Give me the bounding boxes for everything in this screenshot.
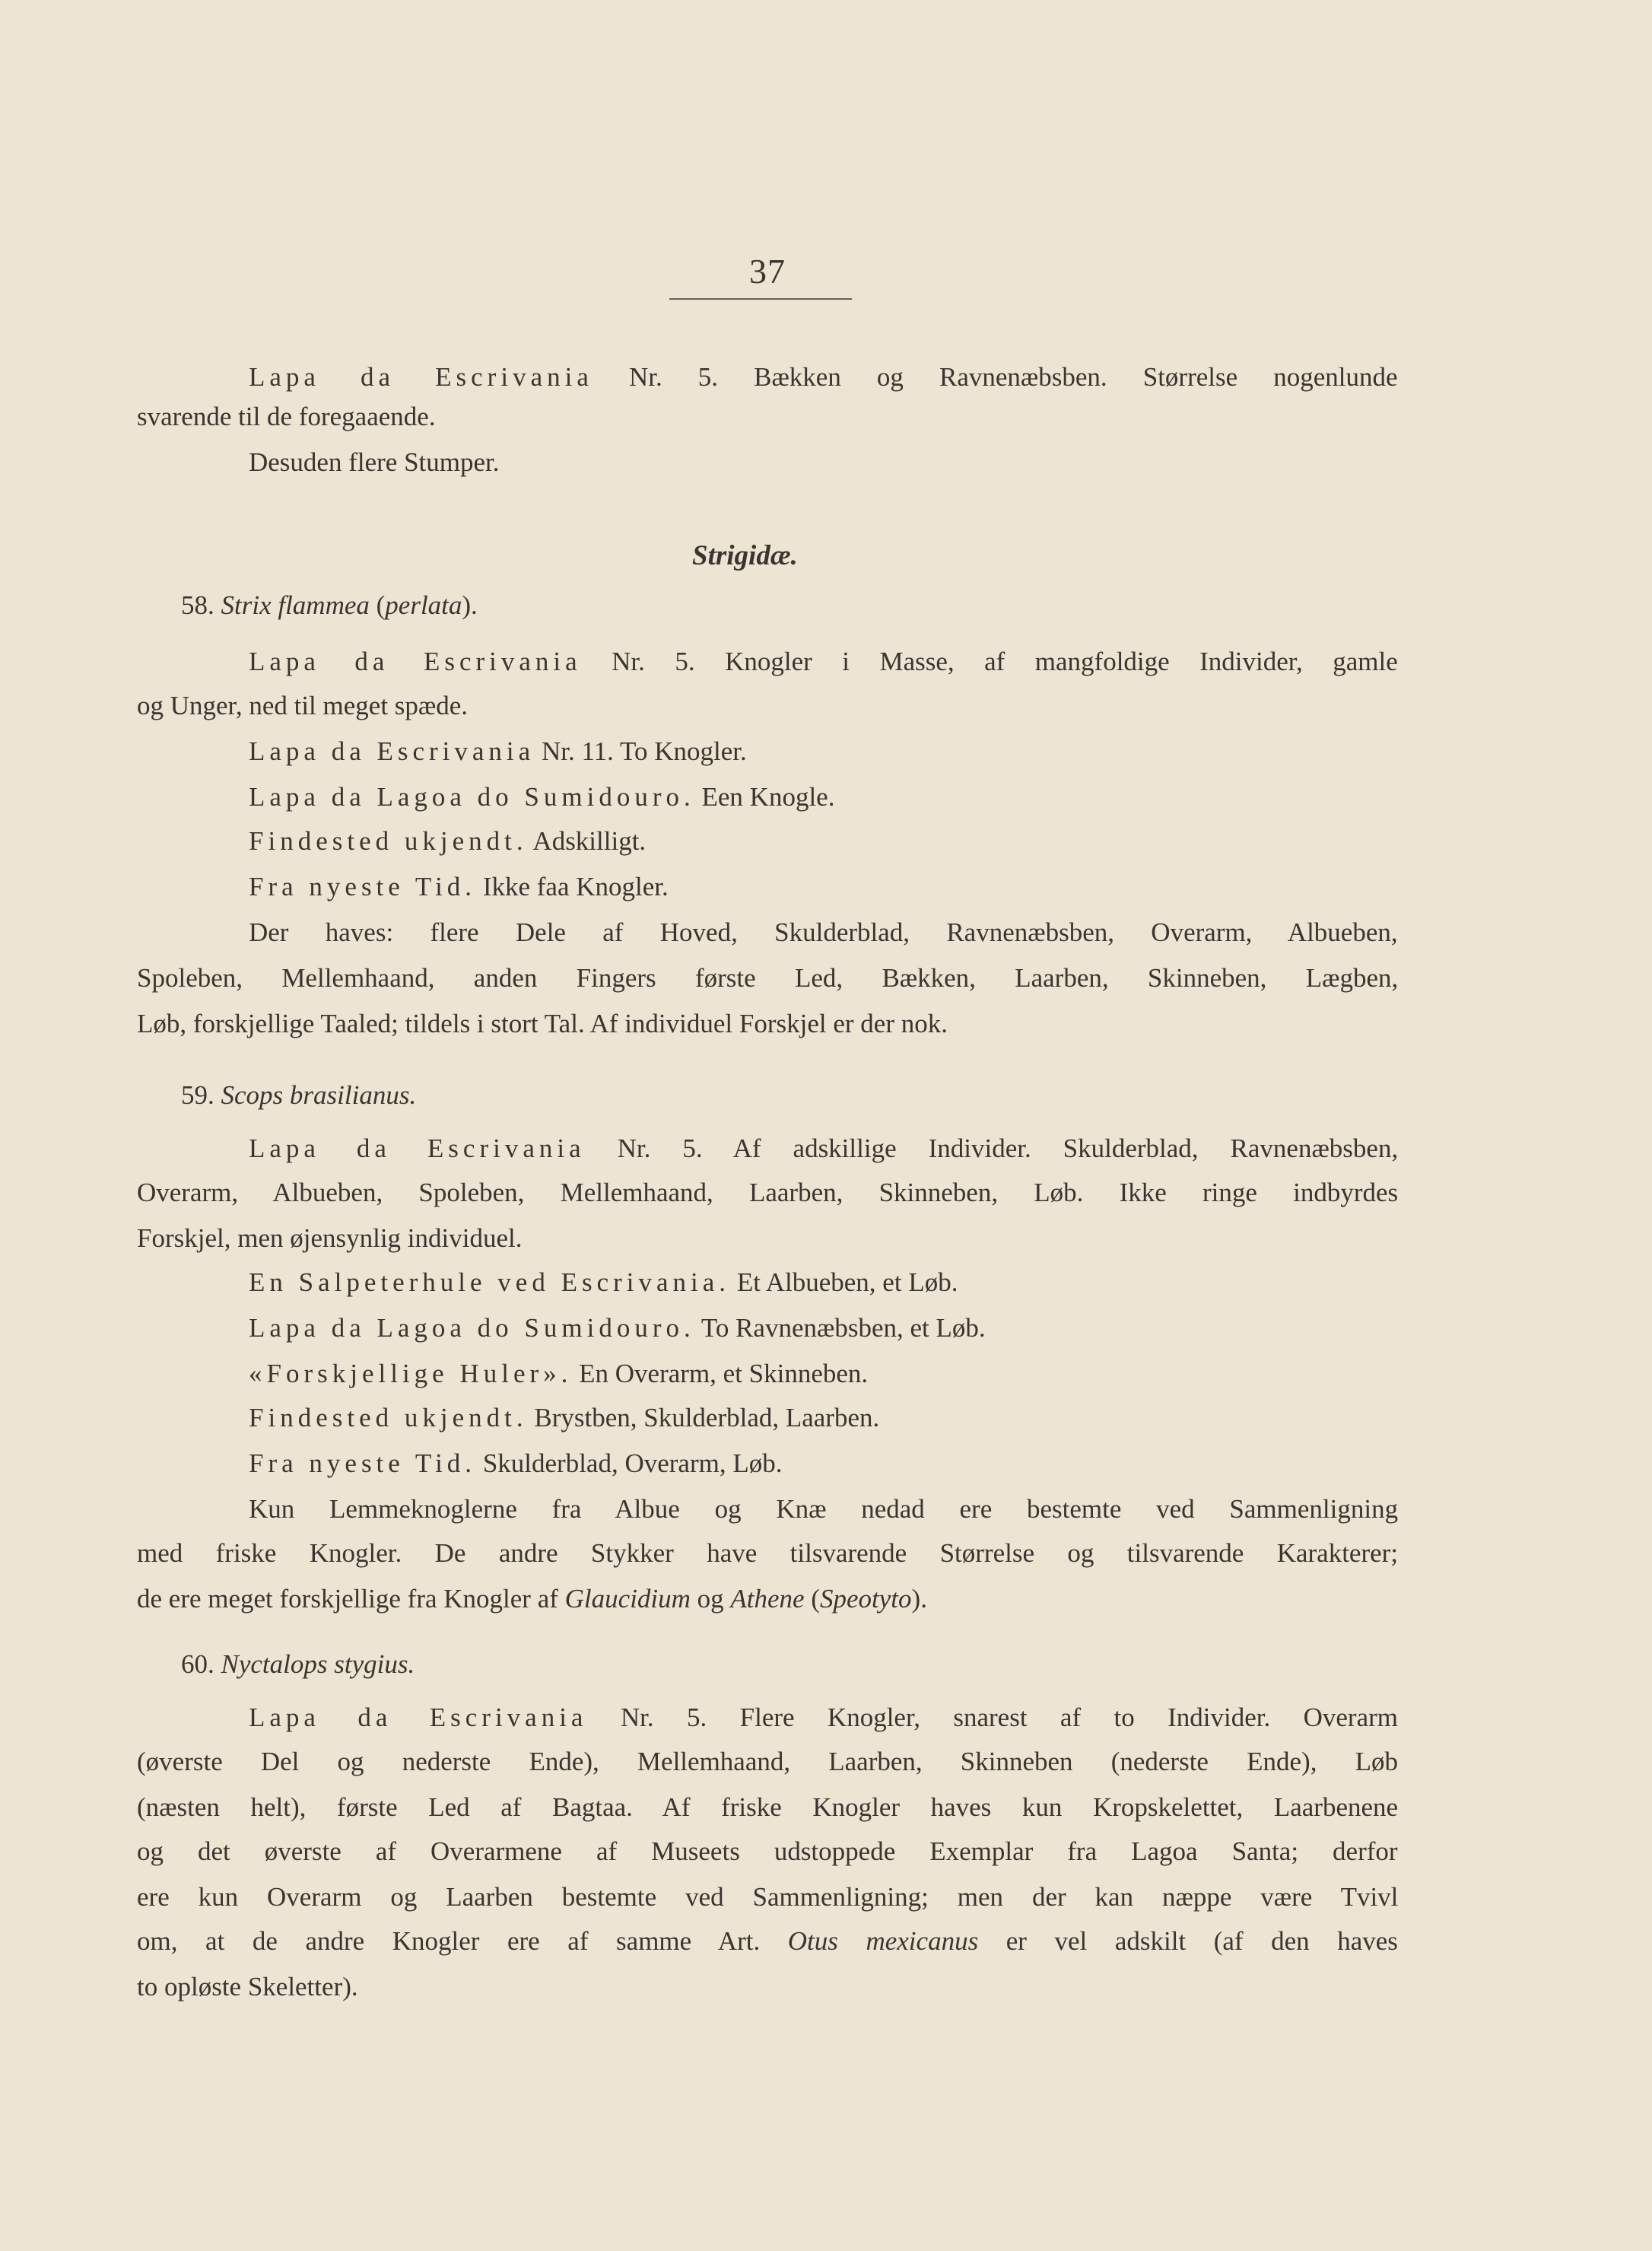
locality-name: Findested ukjendt. bbox=[249, 1403, 528, 1432]
text-run: Løb, forskjellige Taaled; tildels i stort Tal. Af individuel Forskjel er der nok. bbox=[137, 1009, 948, 1038]
text-line bbox=[249, 1315, 986, 1341]
text-run: En Overarm, et Skinneben. bbox=[572, 1359, 869, 1388]
text-line bbox=[137, 1585, 927, 1612]
text-run: Adskilligt. bbox=[527, 826, 647, 856]
text-run: to opløste Skeletter). bbox=[137, 1972, 358, 2001]
text-line bbox=[249, 1450, 782, 1477]
text-run: Nr. 5. Bækken og Ravnenæbsben. Størrelse nogenlunde bbox=[592, 362, 1398, 392]
page-number: 37 bbox=[749, 252, 786, 291]
text-run: med friske Knogler. De andre Stykker have tilsvarende Størrelse og tilsvarende Karakterer; bbox=[137, 1538, 1399, 1568]
text-line bbox=[249, 648, 1398, 675]
text-line bbox=[249, 919, 1398, 946]
text-run: 59. bbox=[181, 1080, 221, 1110]
text-run: (øverste Del og nederste Ende), Mellemhaand, Laarben, Skinneben (nederste Ende), Løb bbox=[137, 1747, 1398, 1776]
text-line bbox=[249, 449, 500, 475]
text-line bbox=[249, 738, 747, 765]
text-line bbox=[181, 1651, 415, 1677]
text-run: ere kun Overarm og Laarben bestemte ved Sammenligning; men der kan næppe være Tvivl bbox=[137, 1882, 1399, 1912]
text-run: og bbox=[690, 1584, 731, 1614]
taxon-name: Nyctalops stygius. bbox=[221, 1649, 415, 1679]
text-line bbox=[249, 1704, 1398, 1731]
text-line bbox=[137, 1928, 1398, 1954]
text-line bbox=[249, 828, 646, 854]
text-run: Nr. 11. To Knogler. bbox=[535, 736, 747, 766]
text-run: Nr. 5. Flere Knogler, snarest af to Individer. Overarm bbox=[587, 1703, 1398, 1732]
text-line bbox=[181, 1082, 416, 1108]
text-run: Skulderblad, Overarm, Løb. bbox=[476, 1448, 783, 1478]
text-line bbox=[249, 1135, 1398, 1162]
taxon-name: Scops brasilianus. bbox=[221, 1080, 417, 1110]
text-run: Et Albueben, et Løb. bbox=[730, 1267, 958, 1297]
text-run: ( bbox=[804, 1584, 821, 1614]
text-run: Der haves: flere Dele af Hoved, Skulderblad, Ravnenæbsben, Overarm, Albueben, bbox=[249, 917, 1398, 947]
text-run: Spoleben, Mellemhaand, anden Fingers første Led, Bækken, Laarben, Skinneben, Lægben, bbox=[137, 963, 1399, 993]
text-run: Desuden flere Stumper. bbox=[249, 447, 500, 477]
text-run: Nr. 5. Af adskillige Individer. Skulderblad, Ravnenæbsben, bbox=[585, 1133, 1399, 1163]
page-number-rule bbox=[669, 298, 852, 300]
text-line bbox=[137, 1010, 948, 1037]
text-line bbox=[137, 1748, 1398, 1775]
text-run: de ere meget forskjellige fra Knogler af bbox=[137, 1584, 565, 1614]
text-line bbox=[249, 873, 669, 900]
text-line bbox=[249, 1404, 879, 1431]
taxon-name: Strix flammea bbox=[221, 590, 370, 620]
text-run: Overarm, Albueben, Spoleben, Mellemhaand, Laarben, Skinneben, Løb. Ikke ringe indbyrdes bbox=[137, 1178, 1399, 1207]
text-line bbox=[249, 1496, 1398, 1522]
taxon-name: Athene bbox=[730, 1584, 805, 1614]
locality-name: Lapa da Escrivania bbox=[249, 1703, 588, 1732]
text-run: Forskjel, men øjensynlig individuel. bbox=[137, 1223, 523, 1253]
text-line bbox=[249, 364, 1398, 390]
text-run: svarende til de foregaaende. bbox=[137, 402, 436, 431]
taxon-name: Speotyto bbox=[820, 1584, 912, 1614]
taxon-name: perlata bbox=[385, 590, 462, 620]
text-run: Kun Lemmeknoglerne fra Albue og Knæ nedad ere bestemte ved Sammenligning bbox=[249, 1494, 1399, 1524]
taxon-name: Glaucidium bbox=[564, 1584, 691, 1614]
text-run: 60. bbox=[181, 1649, 221, 1679]
text-line bbox=[137, 1973, 358, 2000]
text-line bbox=[692, 542, 798, 570]
text-line bbox=[137, 403, 436, 430]
text-run: og Unger, ned til meget spæde. bbox=[137, 691, 469, 720]
text-run: 58. bbox=[181, 590, 221, 620]
text-run: Ikke faa Knogler. bbox=[476, 872, 669, 901]
text-line bbox=[137, 965, 1398, 991]
text-line bbox=[137, 1179, 1398, 1206]
text-line bbox=[137, 1225, 523, 1251]
text-line bbox=[137, 1838, 1398, 1865]
text-line bbox=[137, 1540, 1398, 1566]
text-run: (næsten helt), første Led af Bagtaa. Af friske Knogler haves kun Kropskelettet, Laarbenene bbox=[137, 1792, 1399, 1822]
text-line bbox=[249, 784, 834, 810]
text-line bbox=[137, 692, 468, 719]
locality-name: Fra nyeste Tid. bbox=[249, 1448, 477, 1478]
text-run: Brystben, Skulderblad, Laarben. bbox=[527, 1403, 880, 1432]
text-line bbox=[137, 1794, 1398, 1820]
text-line bbox=[181, 592, 478, 618]
text-run: Een Knogle. bbox=[694, 782, 835, 812]
text-line bbox=[137, 1884, 1398, 1910]
locality-name: Fra nyeste Tid. bbox=[249, 872, 477, 901]
locality-name: Lapa da Lagoa do Sumidouro. bbox=[249, 1313, 695, 1343]
text-run: om, at de andre Knogler ere af samme Art. bbox=[137, 1926, 788, 1956]
text-run: og det øverste af Overarmene af Museets udstoppede Exemplar fra Lagoa Santa; derfor bbox=[137, 1836, 1398, 1866]
text-run: To Ravnenæbsben, et Løb. bbox=[694, 1313, 986, 1343]
locality-name: Lapa da Escrivania bbox=[249, 1133, 586, 1163]
locality-name: Lapa da Escrivania bbox=[249, 736, 535, 766]
text-line bbox=[249, 1269, 958, 1296]
locality-name: Lapa da Escrivania bbox=[249, 647, 582, 676]
locality-name: Findested ukjendt. bbox=[249, 826, 528, 856]
text-run: er vel adskilt (af den haves bbox=[978, 1926, 1398, 1956]
locality-name: «Forskjellige Huler». bbox=[249, 1359, 573, 1388]
taxon-name: Otus mexicanus bbox=[787, 1926, 979, 1956]
text-run: ). bbox=[462, 590, 478, 620]
text-run: Nr. 5. Knogler i Masse, af mangfoldige Individer, gamle bbox=[581, 647, 1398, 676]
text-run: ( bbox=[369, 590, 386, 620]
section-heading: Strigidæ. bbox=[692, 540, 798, 571]
locality-name: Lapa da Escrivania bbox=[249, 362, 593, 392]
text-run: ). bbox=[911, 1584, 927, 1614]
locality-name: En Salpeterhule ved Escrivania. bbox=[249, 1267, 731, 1297]
text-line bbox=[249, 1360, 868, 1387]
locality-name: Lapa da Lagoa do Sumidouro. bbox=[249, 782, 695, 812]
